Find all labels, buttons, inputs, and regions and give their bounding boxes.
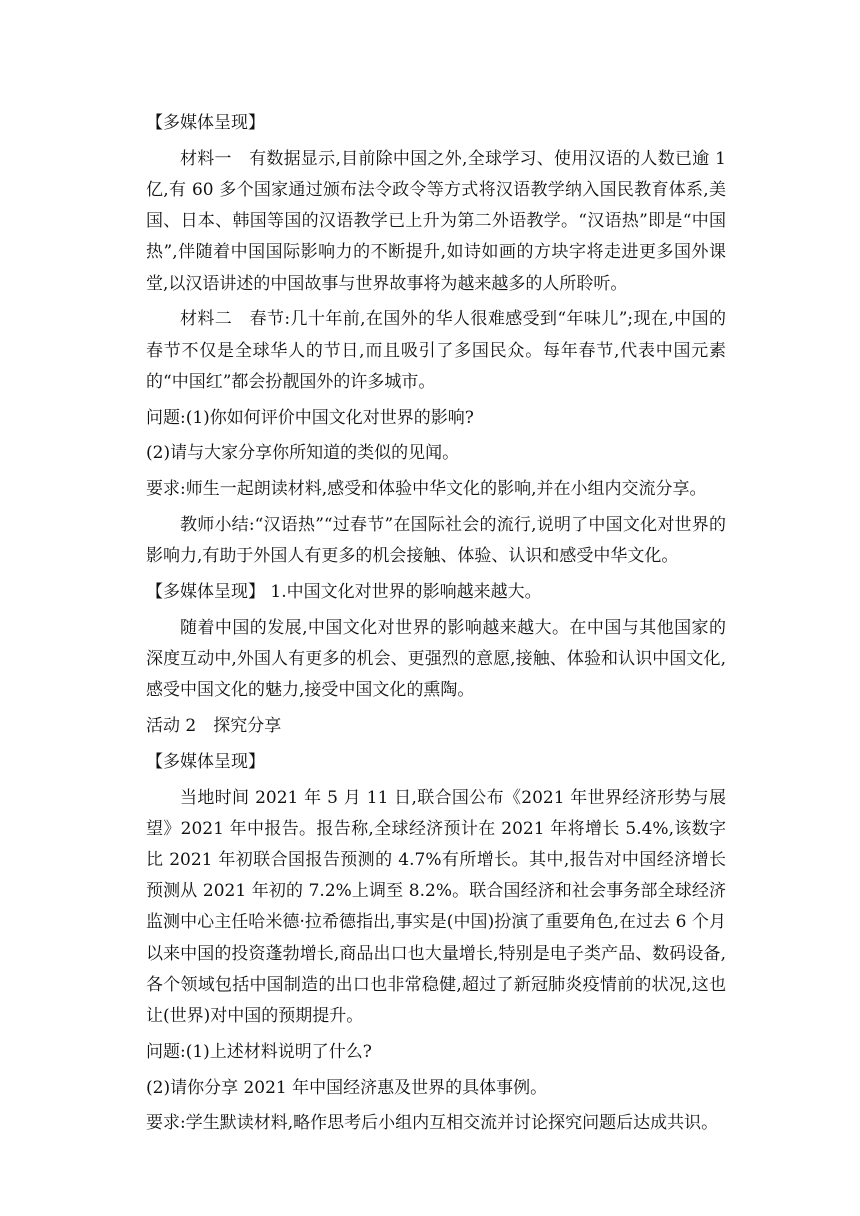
requirement-two: 要求:学生默读材料,略作思考后小组内互相交流并讨论探究问题后达成共识。 [146,1113,719,1134]
section-heading-multimedia: 【多媒体呈现】 [146,113,265,133]
question-one: 问题:(1)你如何评价中国文化对世界的影响? [146,407,474,428]
paragraph-culture-influence: 随着中国的发展,中国文化对世界的影响越来越大。在中国与其他国家的深度互动中,外国人有更多的机会、更强烈的意愿,接触、体验和认识中国文化,感受中国文化的魅力,接受中国文化的熏陶。 [146,617,726,701]
question-four: (2)请你分享 2021 年中国经济惠及世界的具体事例。 [146,1077,548,1098]
paragraph-material-two: 材料二 春节:几十年前,在国外的华人很难感受到“年味儿”;现在,中国的春节不仅是全球华人的节日,而且吸引了多国民众。每年春节,代表中国元素的“中国红”都会扮靓国外的许多城市。 [146,309,726,392]
requirement: 要求:师生一起朗读材料,感受和体验中华文化的影响,并在小组内交流分享。 [146,479,707,500]
document-body [146,108,726,1144]
section-heading-multimedia-point-one: 【多媒体呈现】 1.中国文化对世界的影响越来越大。 [146,582,542,602]
teacher-summary: 教师小结:“汉语热”“过春节”在国际社会的流行,说明了中国文化对世界的影响力,有助于外国人有更多的机会接触、体验、认识和感受中华文化。 [146,515,726,567]
section-heading-multimedia-two: 【多媒体呈现】 [146,751,265,772]
question-two: (2)请与大家分享你所知道的类似的见闻。 [146,443,460,464]
paragraph-un-report: 当地时间 2021 年 5 月 11 日,联合国公布《2021 年世界经济形势与展望》2021 年中报告。报告称,全球经济预计在 2021 年将增长 5.4%,该数字比 2021 年初联合国报告预测的 4.7%有所增长。其中,报告对中国经济增长预测从 2021 年初的 7.2%上调至 8.2%。联合国经济和社会事务部全球经济监测中心主任哈米德·拉希德指出,事实是(中国)扮演了重要角色,在过去 6 个月以来中国的投资蓬勃增长,商品出口也大量增长,特别是电子类产品、数码设备,各个领域包括中国制造的出口也非常稳健,超过了新冠肺炎疫情前的状况,这也让(世界)对中国的预期提升。 [146,787,726,1027]
question-three: 问题:(1)上述材料说明了什么? [146,1041,372,1062]
activity-two-heading: 活动 2 探究分享 [146,716,282,736]
paragraph-material-one: 材料一 有数据显示,目前除中国之外,全球学习、使用汉语的人数已逾 1 亿,有 60 多个国家通过颁布法令政令等方式将汉语教学纳入国民教育体系,美国、日本、韩国等国的汉语教学已上升为第二外语教学。“汉语热”即是“中国热”,伴随着中国国际影响力的不断提升,如诗如画的方块字将走进更多国外课堂,以汉语讲述的中国故事与世界故事将为越来越多的人所聆听。 [146,148,726,294]
